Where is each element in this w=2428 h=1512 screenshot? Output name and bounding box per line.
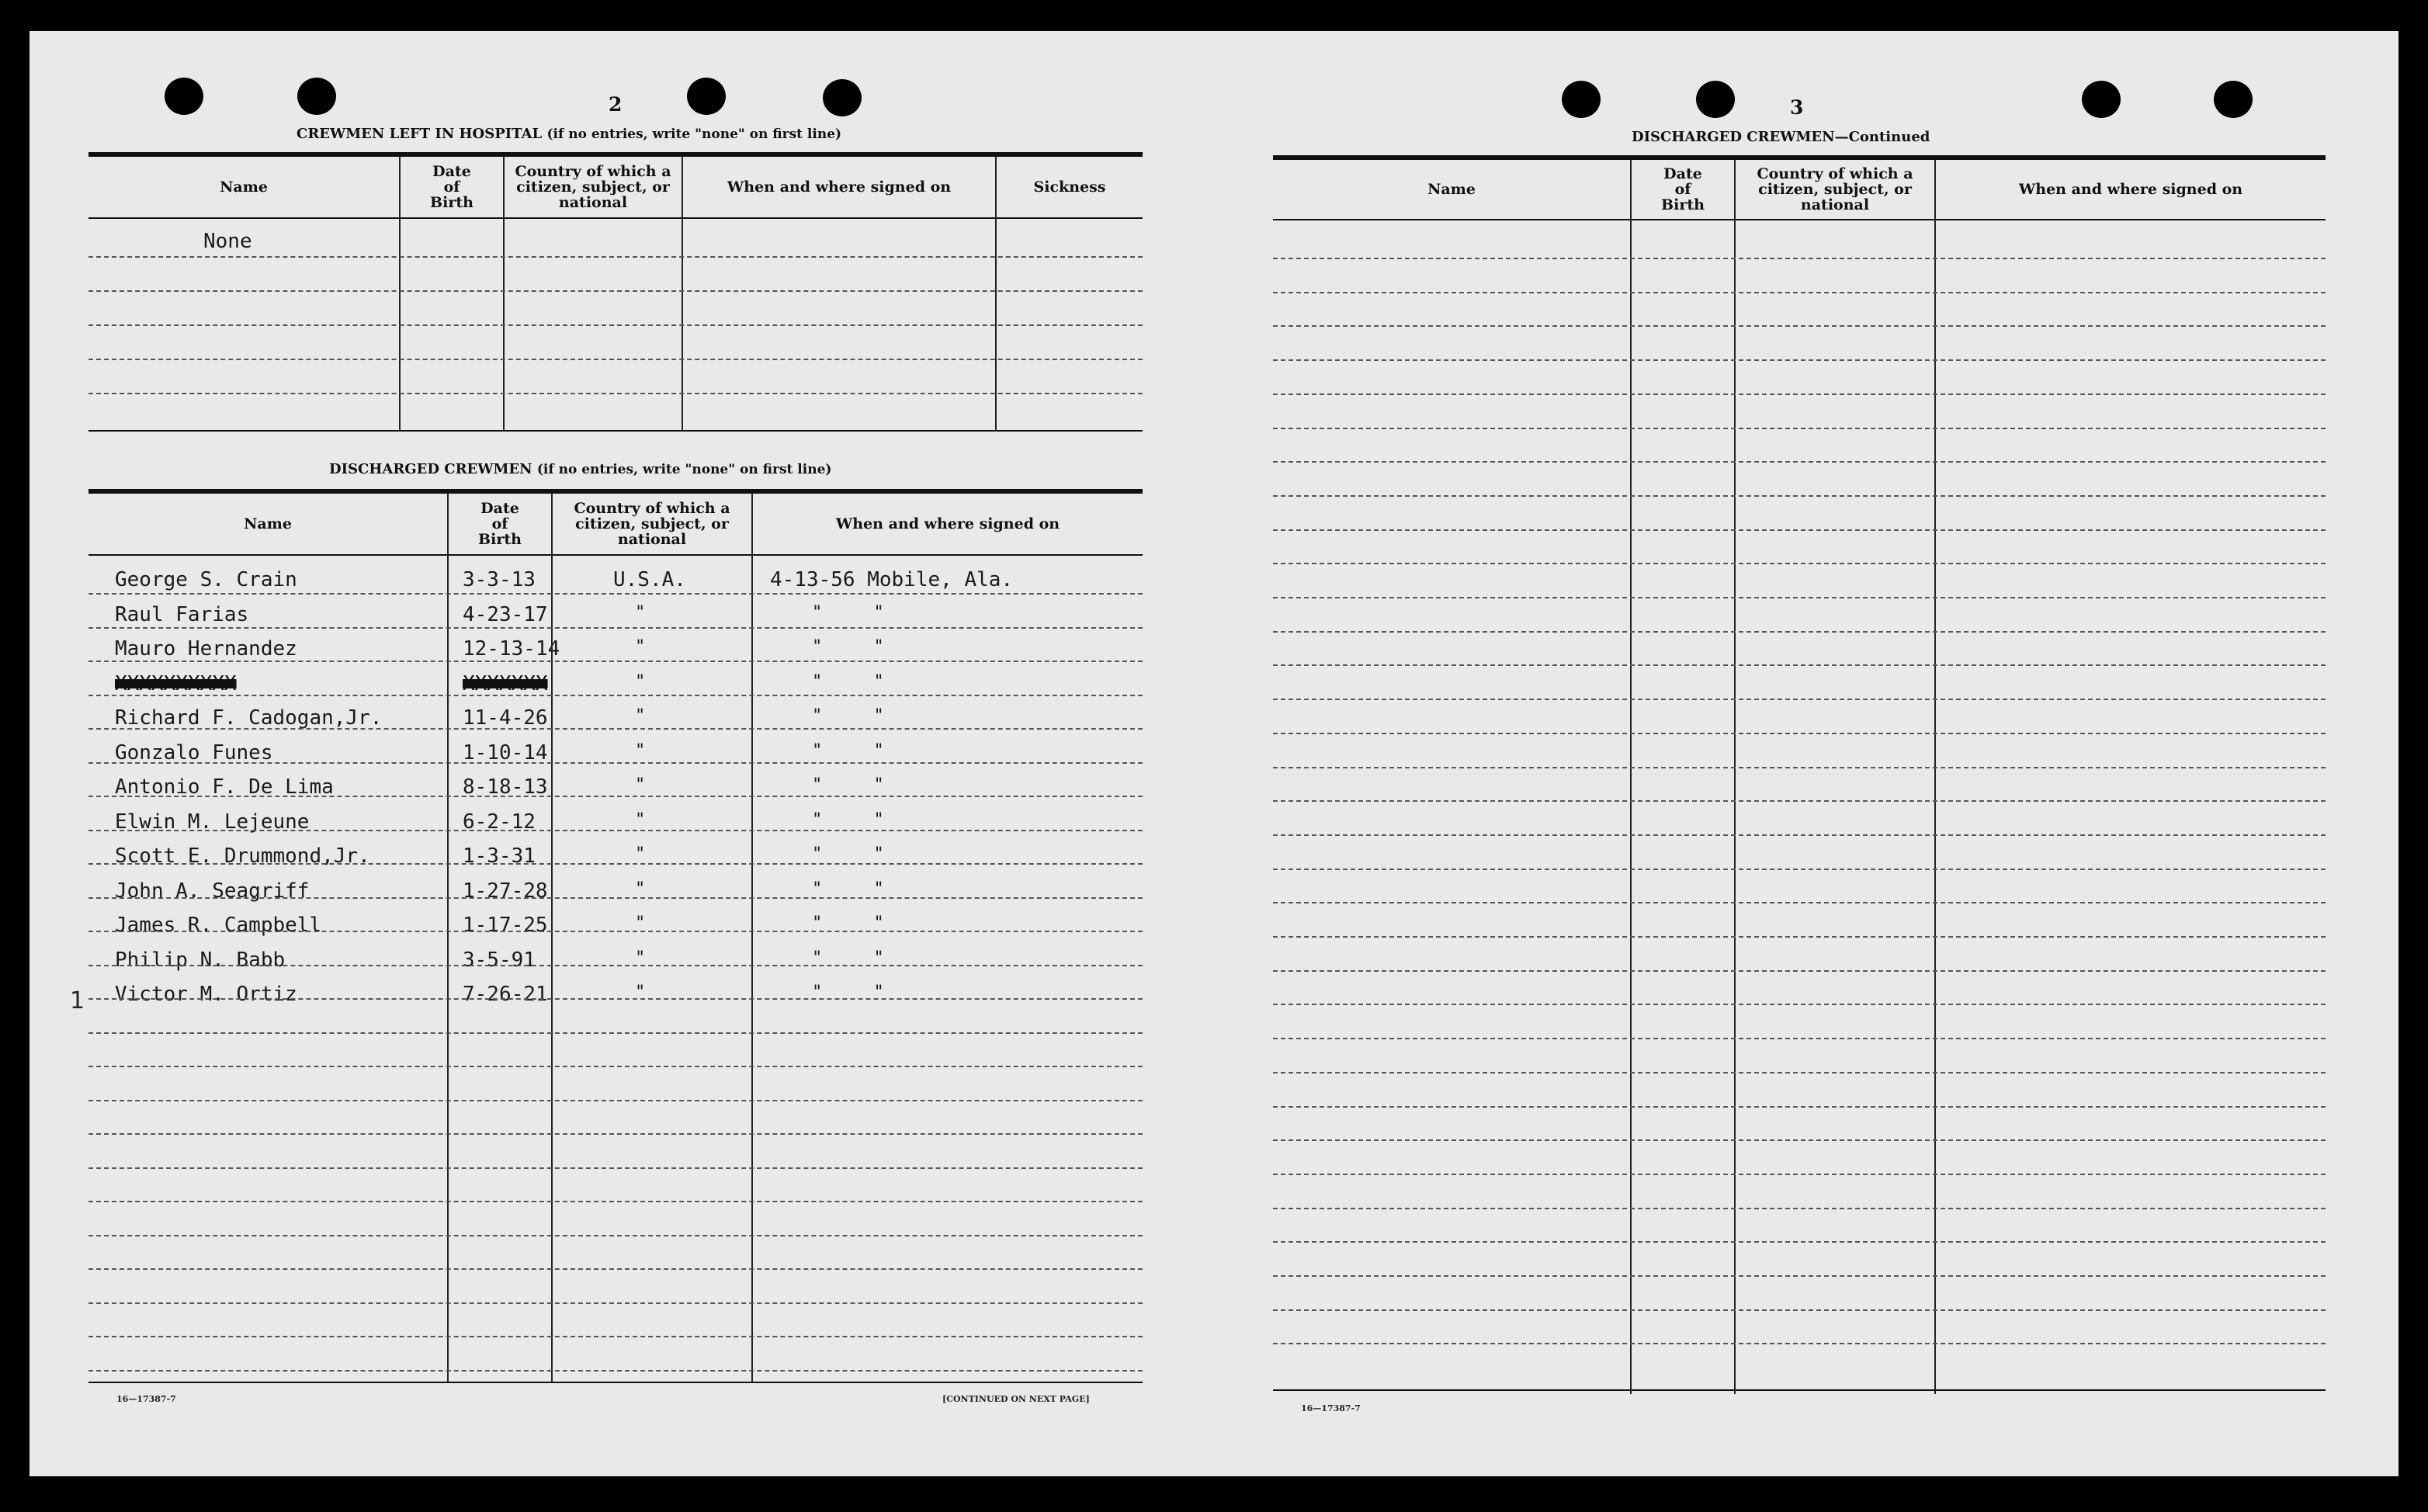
discharged-col-dob: Date of Birth	[478, 500, 522, 548]
crewman-country-ditto: "	[635, 706, 646, 726]
discharged-row-line	[88, 830, 1143, 831]
crewman-dob: 3-5-91	[463, 948, 536, 972]
crewman-country-ditto: "	[635, 740, 646, 761]
crewman-country-ditto: "	[635, 637, 646, 657]
punch-hole	[823, 79, 862, 116]
crewman-dob: 1-10-14	[463, 740, 548, 765]
crewman-name: XXXXXXXXXX	[115, 671, 237, 695]
right-row-line	[1273, 699, 2326, 700]
right-header-rule	[1273, 219, 2326, 220]
document-paper	[29, 31, 2399, 1476]
right-row-line	[1273, 1241, 2326, 1243]
right-row-line	[1273, 1072, 2326, 1073]
crewman-signed-ditto: " "	[812, 810, 884, 830]
right-row-line	[1273, 563, 2326, 564]
discharged-row-line	[88, 695, 1143, 696]
discharged-top-rule	[88, 489, 1143, 494]
form-number-left: 16—17387-7	[116, 1394, 176, 1404]
crewman-name: Raul Farias	[115, 602, 249, 626]
right-row-line	[1273, 1343, 2326, 1344]
crewman-country-ditto: "	[635, 914, 646, 933]
right-section-title: DISCHARGED CREWMEN—Continued	[1632, 129, 1930, 145]
discharged-col-signed: When and where signed on	[835, 515, 1060, 532]
discharged-row-line	[88, 863, 1143, 865]
hospital-bottom-rule	[88, 430, 1143, 432]
crewman-name: Gonzalo Funes	[115, 740, 273, 765]
hospital-row-line	[88, 290, 1143, 292]
right-row-line	[1273, 1004, 2326, 1005]
crewman-signed-ditto: " "	[812, 775, 884, 795]
hospital-title-text: CREWMEN LEFT IN HOSPITAL	[297, 126, 543, 142]
crewman-dob: 7-26-21	[463, 983, 548, 1006]
form-number-right: 16—17387-7	[1301, 1403, 1361, 1413]
discharged-bottom-rule	[88, 1382, 1143, 1383]
discharged-row-line	[88, 728, 1143, 730]
crewman-dob: 1-3-31	[463, 844, 536, 868]
right-row-line	[1273, 936, 2326, 938]
discharged-row-line	[88, 627, 1143, 629]
right-row-line	[1273, 834, 2326, 836]
right-bottom-rule	[1273, 1389, 2326, 1391]
right-row-line	[1273, 258, 2326, 259]
crewman-signed-ditto: " "	[812, 637, 884, 657]
crewman-signed-ditto: " "	[812, 983, 884, 1002]
right-row-line	[1273, 1275, 2326, 1277]
right-row-line	[1273, 529, 2326, 531]
right-row-line	[1273, 292, 2326, 293]
discharged-row-line	[88, 897, 1143, 899]
hospital-header-rule	[88, 217, 1143, 219]
right-row-line	[1273, 461, 2326, 463]
punch-hole	[687, 78, 726, 115]
crewman-dob: 1-17-25	[463, 914, 548, 937]
right-row-line	[1273, 1208, 2326, 1209]
hospital-row-line	[88, 324, 1143, 326]
right-row-line	[1273, 325, 2326, 327]
crewman-dob: 4-23-17	[463, 602, 548, 626]
punch-hole	[1562, 81, 1601, 118]
crewman-signed-ditto: " "	[812, 602, 884, 622]
hospital-col-dob: Date of Birth	[430, 163, 473, 211]
crewman-name: James R. Campbell	[115, 914, 322, 937]
crewman-name: Richard F. Cadogan,Jr.	[115, 706, 383, 730]
hospital-col-sickness: Sickness	[1033, 179, 1106, 196]
right-row-line	[1273, 1139, 2326, 1141]
punch-hole	[165, 78, 203, 115]
right-row-line	[1273, 1174, 2326, 1175]
hospital-row-line	[88, 393, 1143, 394]
page-number-right: 3	[1790, 96, 1804, 119]
right-row-line	[1273, 1309, 2326, 1311]
crewman-country-ditto: "	[635, 948, 646, 968]
crewman-country-ditto: "	[635, 775, 646, 795]
hospital-first-entry: None	[203, 230, 252, 253]
crewman-signed-ditto: " "	[812, 948, 884, 968]
discharged-row-line	[88, 998, 1143, 1000]
discharged-row-line	[88, 1302, 1143, 1304]
crewman-signed: 4-13-56 Mobile, Ala.	[770, 568, 1014, 591]
right-row-line	[1273, 495, 2326, 497]
right-row-line	[1273, 1038, 2326, 1039]
right-row-line	[1273, 902, 2326, 903]
discharged-row-line	[88, 661, 1143, 662]
discharged-row-line	[88, 965, 1143, 966]
crewman-signed-ditto: " "	[812, 879, 884, 899]
crewman-country-ditto: "	[635, 602, 646, 622]
crewman-dob: 8-18-13	[463, 775, 548, 799]
crewman-name: George S. Crain	[115, 568, 297, 591]
crewman-country-ditto: "	[635, 844, 646, 864]
discharged-col-name: Name	[244, 515, 292, 532]
discharged-title-text: DISCHARGED CREWMEN	[329, 461, 532, 477]
crewman-signed-ditto: " "	[812, 914, 884, 933]
discharged-row-line	[88, 1336, 1143, 1337]
discharged-section-title	[329, 461, 831, 477]
discharged-row-line	[88, 1066, 1143, 1067]
right-col-signed: When and where signed on	[2018, 181, 2243, 198]
crewman-name: Philip N. Babb	[115, 948, 286, 972]
discharged-row-line	[88, 1133, 1143, 1135]
hospital-instruction: (if no entries, write "none" on first line)	[546, 127, 842, 142]
discharged-row-line	[88, 796, 1143, 797]
hospital-col-signed: When and where signed on	[727, 179, 952, 196]
right-col-name: Name	[1427, 181, 1476, 198]
hospital-top-rule	[88, 152, 1143, 157]
crewman-country-ditto: "	[635, 810, 646, 830]
crewman-name: Scott E. Drummond,Jr.	[115, 844, 370, 868]
crewman-dob: 11-4-26	[463, 706, 548, 730]
hospital-row-line	[88, 359, 1143, 360]
hospital-col-country: Country of which a citizen, subject, or national	[515, 163, 671, 211]
discharged-row-line	[88, 593, 1143, 595]
discharged-row-line	[88, 1235, 1143, 1236]
discharged-row-line	[88, 931, 1143, 932]
discharged-row-line	[88, 1370, 1143, 1372]
crewman-country: U.S.A.	[613, 568, 686, 591]
crewman-dob: 6-2-12	[463, 810, 536, 834]
crewman-country-ditto: "	[635, 671, 646, 692]
discharged-instruction: (if no entries, write "none" on first line)	[536, 462, 832, 477]
crewman-dob: 1-27-28	[463, 879, 548, 903]
punch-hole	[297, 78, 336, 115]
right-row-line	[1273, 800, 2326, 802]
right-row-line	[1273, 733, 2326, 734]
discharged-row-line	[88, 1268, 1143, 1270]
crewman-signed-ditto: " "	[812, 671, 884, 692]
continued-note: [CONTINUED ON NEXT PAGE]	[942, 1394, 1090, 1404]
right-top-rule	[1273, 155, 2326, 160]
punch-hole	[2214, 81, 2253, 118]
right-row-line	[1273, 869, 2326, 870]
right-col-country: Country of which a citizen, subject, or national	[1757, 165, 1913, 213]
margin-mark: 1	[70, 987, 85, 1014]
right-row-line	[1273, 970, 2326, 972]
hospital-section-title	[297, 126, 841, 142]
crewman-signed-ditto: " "	[812, 706, 884, 726]
right-row-line	[1273, 767, 2326, 768]
right-row-line	[1273, 428, 2326, 429]
crewman-dob: XXXXXXX	[463, 671, 548, 695]
crewman-signed-ditto: " "	[812, 844, 884, 864]
crewman-name: Victor M. Ortiz	[115, 983, 297, 1006]
right-row-line	[1273, 664, 2326, 666]
crewman-name: Mauro Hernandez	[115, 637, 297, 661]
discharged-header-rule	[88, 554, 1143, 556]
hospital-row-line	[88, 256, 1143, 258]
crewman-dob: 3-3-13	[463, 568, 536, 591]
right-row-line	[1273, 631, 2326, 633]
crewman-name: John A. Seagriff	[115, 879, 310, 903]
discharged-col-country: Country of which a citizen, subject, or national	[574, 500, 730, 548]
discharged-row-line	[88, 1100, 1143, 1101]
crewman-country-ditto: "	[635, 983, 646, 1002]
crewman-country-ditto: "	[635, 879, 646, 899]
punch-hole	[2082, 81, 2121, 118]
hospital-col-name: Name	[220, 179, 268, 196]
right-row-line	[1273, 597, 2326, 598]
right-row-line	[1273, 394, 2326, 395]
discharged-row-line	[88, 762, 1143, 764]
discharged-row-line	[88, 1201, 1143, 1202]
discharged-row-line	[88, 1167, 1143, 1169]
discharged-row-line	[88, 1032, 1143, 1034]
crewman-name: Elwin M. Lejeune	[115, 810, 310, 834]
right-row-line	[1273, 1106, 2326, 1108]
right-row-line	[1273, 359, 2326, 361]
page-number-left: 2	[609, 93, 623, 116]
crewman-name: Antonio F. De Lima	[115, 775, 334, 799]
right-col-dob: Date of Birth	[1661, 165, 1705, 213]
punch-hole	[1696, 81, 1735, 118]
crewman-signed-ditto: " "	[812, 740, 884, 761]
crewman-dob: 12-13-14	[463, 637, 560, 661]
